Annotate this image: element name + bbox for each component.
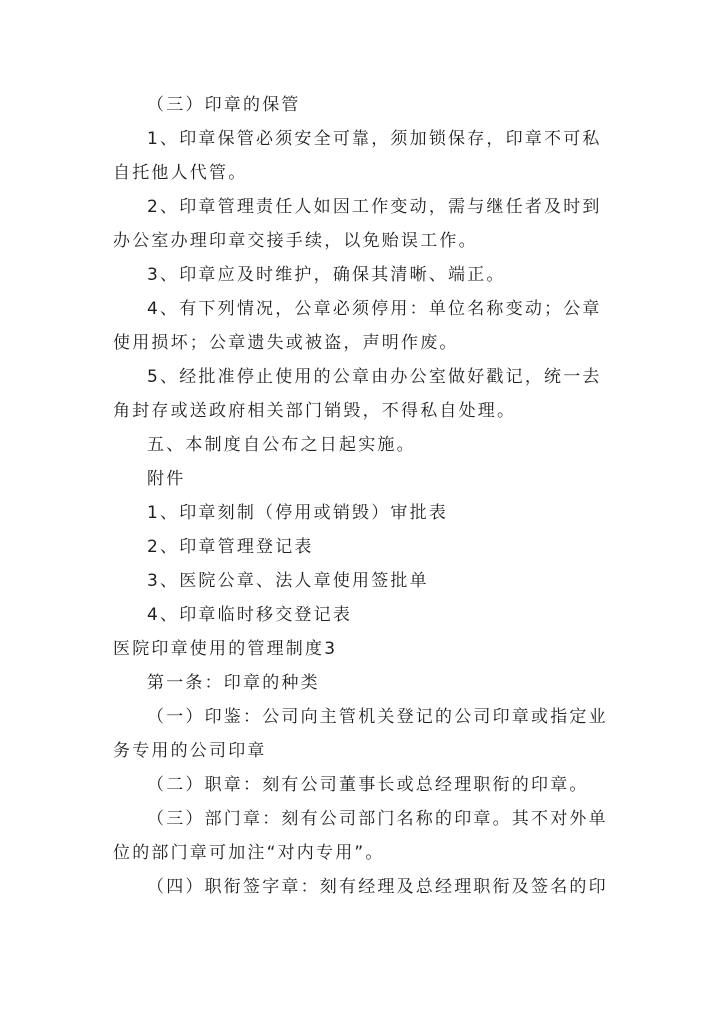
paragraph-custody-5: 5、经批准停止使用的公章由办公室做好戳记，统一去角封存或送政府相关部门销毁，不得私自处理。 (113, 367, 602, 421)
seal-type-2: （二）职章：刻有公司董事长或总经理职衔的印章。 (147, 775, 589, 795)
section-heading-seal-custody: （三）印章的保管 (147, 95, 301, 115)
seal-type-1: （一）印鉴：公司向主管机关登记的公司印章或指定业务专用的公司印章 (113, 707, 608, 761)
document-title: 医院印章使用的管理制度3 (113, 639, 338, 659)
paragraph-custody-3: 3、印章应及时维护，确保其清晰、端正。 (147, 265, 506, 285)
paragraph-custody-2: 2、印章管理责任人如因工作变动，需与继任者及时到办公室办理印章交接手续，以免贻误工作。 (113, 197, 602, 251)
attachments-heading: 附件 (147, 469, 186, 489)
paragraph-custody-4: 4、有下列情况，公章必须停用：单位名称变动；公章使用损坏；公章遗失或被盗，声明作废。 (113, 299, 602, 353)
seal-type-3: （三）部门章：刻有公司部门名称的印章。其不对外单位的部门章可加注“对内专用”。 (113, 809, 608, 863)
attachment-item-4: 4、印章临时移交登记表 (147, 605, 353, 625)
seal-type-4: （四）职衔签字章：刻有经理及总经理职衔及签名的印 (147, 877, 608, 897)
attachment-item-1: 1、印章刻制（停用或销毁）审批表 (147, 503, 449, 523)
paragraph-custody-1: 1、印章保管必须安全可靠，须加锁保存，印章不可私自托他人代管。 (113, 129, 602, 183)
paragraph-effective-date: 五、本制度自公布之日起实施。 (147, 435, 416, 455)
attachment-item-3: 3、医院公章、法人章使用签批单 (147, 571, 429, 591)
document-body (113, 88, 613, 904)
attachment-item-2: 2、印章管理登记表 (147, 537, 314, 557)
article-1-heading: 第一条：印章的种类 (147, 673, 320, 693)
